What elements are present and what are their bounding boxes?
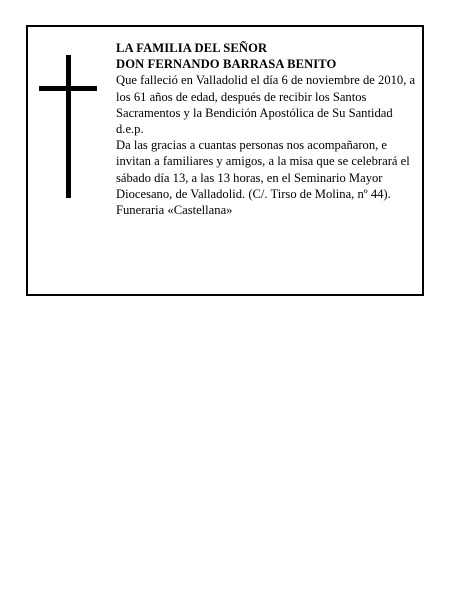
cross-vertical-bar	[66, 55, 71, 198]
heading-family: LA FAMILIA DEL SEÑOR	[116, 41, 268, 55]
funeral-home-text: Funeraria «Castellana»	[116, 203, 233, 218]
rip-text: d.e.p.	[116, 122, 144, 137]
cross-icon	[39, 55, 97, 198]
heading-deceased-name: DON FERNANDO BARRASA BENITO	[116, 57, 337, 72]
notice-text	[116, 40, 420, 218]
announcement-text: Que falleció en Valladolid el día 6 de noviembre de 2010, a los 61 años de edad, después de recibir los Santos Sacramentos y la Bendición Apostólica de Su Santidad	[116, 73, 416, 120]
obituary-notice	[26, 25, 424, 296]
cross-horizontal-bar	[39, 86, 97, 91]
thanks-text: Da las gracias a cuantas personas nos acompañaron, e invitan a familiares y amigos, a la misa que se celebrará el sábado día 13, a las 13 horas, en el Seminario Mayor Diocesano, de Valladolid. (C/. Tirso de Molina, nº 44).	[116, 138, 410, 201]
